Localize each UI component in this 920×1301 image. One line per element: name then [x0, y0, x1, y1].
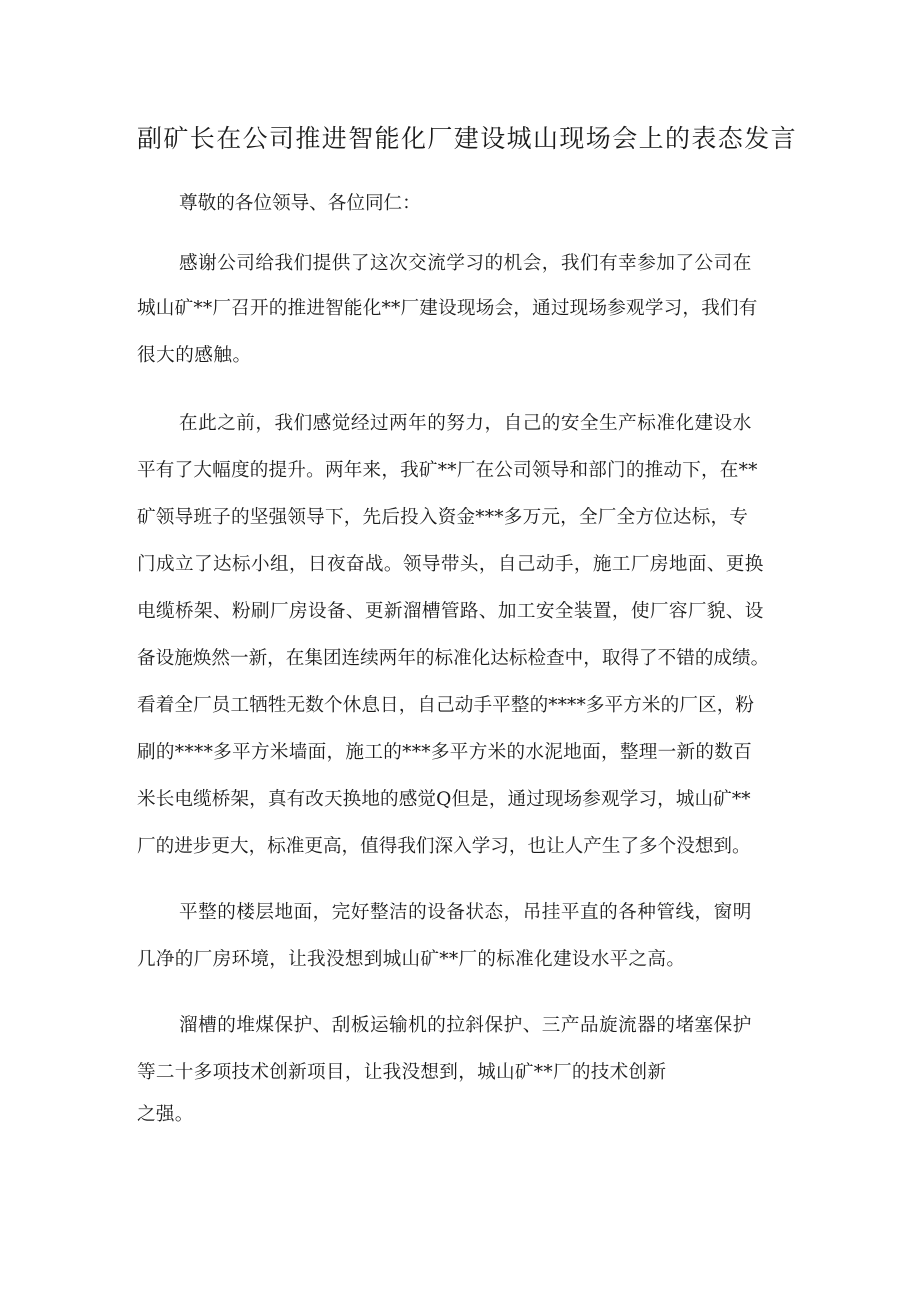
paragraph-2-line-4: 门成立了达标小组，日夜奋战。领导带头，自己动手，施工厂房地面、更换 — [137, 554, 764, 575]
paragraph-1-line-1: 感谢公司给我们提供了这次交流学习的机会，我们有幸参加了公司在 — [179, 253, 752, 274]
paragraph-4-line-2: 等二十多项技术创新项目，让我没想到，城山矿**厂的技术创新 — [137, 1062, 667, 1083]
paragraph-1-line-3: 很大的感触。 — [137, 345, 252, 366]
document-title: 副矿长在公司推进智能化厂建设城山现场会上的表态发言 — [137, 124, 798, 153]
paragraph-2-line-5: 电缆桥架、粉刷厂房设备、更新溜槽管路、加工安全装置，使厂容厂貌、设 — [137, 601, 764, 622]
paragraph-4-line-3: 之强。 — [137, 1104, 194, 1125]
paragraph-2-line-1: 在此之前，我们感觉经过两年的努力，自己的安全生产标准化建设水 — [179, 413, 752, 434]
paragraph-2-line-7: 看着全厂员工牺牲无数个休息日，自己动手平整的****多平方米的厂区，粉 — [137, 695, 755, 716]
paragraph-2-line-10: 厂的进步更大，标准更高，值得我们深入学习，也让人产生了多个没想到。 — [137, 836, 751, 857]
paragraph-3-line-2: 几净的厂房环境，让我没想到城山矿**厂的标准化建设水平之高。 — [137, 949, 686, 970]
paragraph-1-line-2: 城山矿**厂召开的推进智能化**厂建设现场会，通过现场参观学习，我们有 — [137, 298, 758, 319]
paragraph-2-line-2: 平有了大幅度的提升。两年来，我矿**厂在公司领导和部门的推动下，在** — [137, 460, 758, 481]
paragraph-2-line-9: 米长电缆桥架，真有改天换地的感觉Q但是，通过现场参观学习，城山矿** — [137, 789, 751, 810]
paragraph-3-line-1: 平整的楼层地面，完好整洁的设备状态，吊挂平直的各种管线，窗明 — [179, 902, 752, 923]
paragraph-2-line-8: 刷的****多平方米墙面，施工的***多平方米的水泥地面，整理一新的数百 — [137, 742, 753, 763]
paragraph-4-line-1: 溜槽的堆煤保护、刮板运输机的拉斜保护、三产品旋流器的堵塞保护 — [179, 1015, 752, 1036]
paragraph-2-line-6: 备设施焕然一新，在集团连续两年的标准化达标检查中，取得了不错的成绩。 — [137, 648, 770, 669]
paragraph-2-line-3: 矿领导班子的坚强领导下，先后投入资金***多万元，全厂全方位达标，专 — [137, 507, 749, 528]
greeting-line: 尊敬的各位领导、各位同仁： — [179, 193, 421, 214]
